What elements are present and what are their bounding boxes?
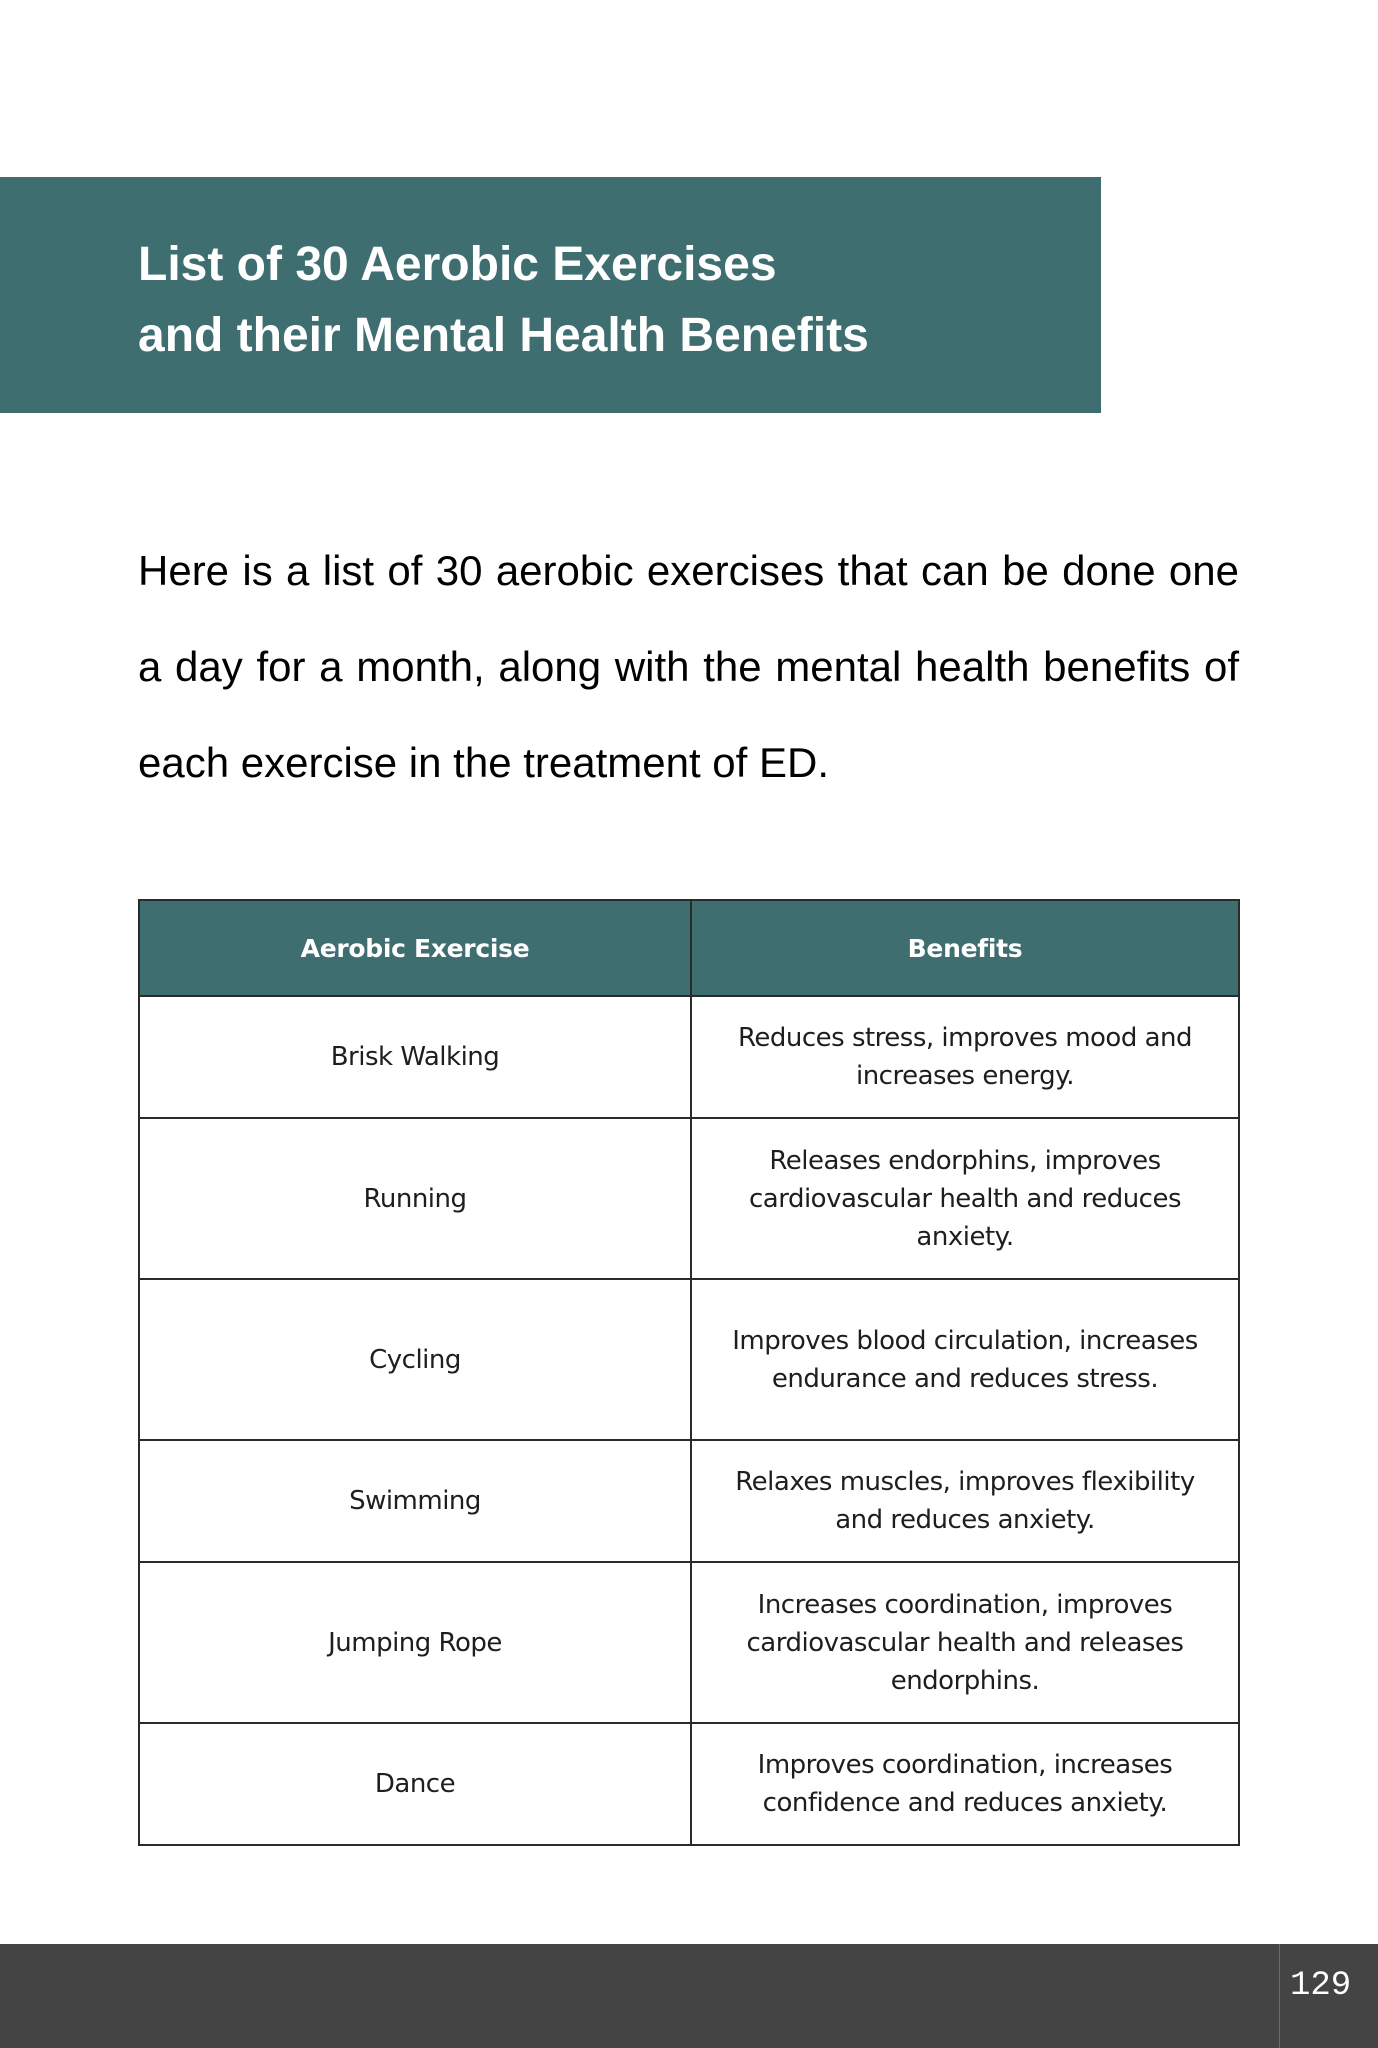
- page-title: [138, 229, 869, 371]
- column-header-benefits: Benefits: [691, 900, 1239, 996]
- column-header-exercise: Aerobic Exercise: [139, 900, 691, 996]
- exercise-cell: Jumping Rope: [139, 1562, 691, 1723]
- table-row: [139, 1440, 1239, 1562]
- benefit-cell: Increases coordination, improves cardiovascular health and releases endorphins.: [691, 1562, 1239, 1723]
- table-row: [139, 1118, 1239, 1279]
- page-footer: [0, 1944, 1378, 2048]
- benefit-cell: Reduces stress, improves mood and increases energy.: [691, 996, 1239, 1118]
- table-row: [139, 1723, 1239, 1845]
- benefit-cell: Improves blood circulation, increases endurance and reduces stress.: [691, 1279, 1239, 1440]
- page-title-line-1: List of 30 Aerobic Exercises: [138, 238, 777, 291]
- exercise-cell: Dance: [139, 1723, 691, 1845]
- benefit-cell: Releases endorphins, improves cardiovascular health and reduces anxiety.: [691, 1118, 1239, 1279]
- table-row: [139, 996, 1239, 1118]
- exercise-cell: Cycling: [139, 1279, 691, 1440]
- title-banner: [0, 177, 1101, 413]
- benefit-cell: Improves coordination, increases confidence and reduces anxiety.: [691, 1723, 1239, 1845]
- benefit-cell: Relaxes muscles, improves flexibility and reduces anxiety.: [691, 1440, 1239, 1562]
- exercise-cell: Running: [139, 1118, 691, 1279]
- table-row: [139, 1562, 1239, 1723]
- table-header-row: [139, 900, 1239, 996]
- exercise-benefits-table: [138, 899, 1240, 1846]
- exercise-cell: Brisk Walking: [139, 996, 691, 1118]
- exercise-cell: Swimming: [139, 1440, 691, 1562]
- footer-divider: [1279, 1944, 1280, 2048]
- page-number: 129: [1290, 1967, 1352, 2005]
- page-title-line-2: and their Mental Health Benefits: [138, 309, 869, 362]
- intro-paragraph: Here is a list of 30 aerobic exercises that can be done one a day for a month, along with the mental health benefits of each exercise in the treatment of ED.: [138, 547, 1239, 786]
- table-row: [139, 1279, 1239, 1440]
